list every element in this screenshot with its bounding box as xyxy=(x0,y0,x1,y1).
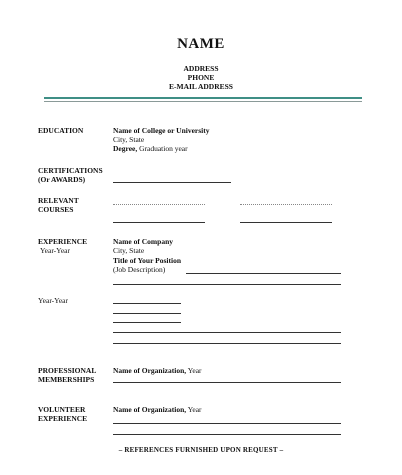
courses-heading: RELEVANT COURSES xyxy=(38,196,79,214)
volunteer-blank-1[interactable] xyxy=(113,423,341,424)
education-degree-line xyxy=(113,144,188,153)
memberships-heading: PROFESSIONAL MEMBERSHIPS xyxy=(38,366,97,384)
experience-blank-1[interactable] xyxy=(113,303,181,304)
experience-blank-2[interactable] xyxy=(113,313,181,314)
memberships-organization: Name of Organization, xyxy=(113,366,187,375)
description-blank-2[interactable] xyxy=(113,284,341,285)
experience-position: Title of Your Position xyxy=(113,256,181,265)
certifications-heading: CERTIFICATIONS (Or AWARDS) xyxy=(38,166,103,184)
course-blank-4[interactable] xyxy=(240,222,332,223)
volunteer-blank-2[interactable] xyxy=(113,434,341,435)
references-footer: – REFERENCES FURNISHED UPON REQUEST – xyxy=(118,446,284,454)
memberships-year: Year xyxy=(187,366,202,375)
course-blank-2[interactable] xyxy=(240,204,332,205)
course-blank-3[interactable] xyxy=(113,222,205,223)
education-heading: EDUCATION xyxy=(38,126,84,135)
email-line: E-MAIL ADDRESS xyxy=(169,82,233,91)
education-location: City, State xyxy=(113,135,145,144)
phone-line: PHONE xyxy=(187,73,215,82)
experience-company: Name of Company xyxy=(113,237,173,246)
volunteer-entry xyxy=(113,405,202,414)
memberships-entry xyxy=(113,366,202,375)
experience-blank-5[interactable] xyxy=(113,343,341,344)
volunteer-heading: VOLUNTEER EXPERIENCE xyxy=(38,405,88,423)
course-blank-1[interactable] xyxy=(113,204,205,205)
description-blank-1[interactable] xyxy=(186,273,341,274)
resume-name: NAME xyxy=(177,36,225,52)
education-graduation: Graduation year xyxy=(139,144,188,153)
header-divider-thin xyxy=(44,101,362,102)
experience-blank-3[interactable] xyxy=(113,322,181,323)
experience-period-2: Year-Year xyxy=(38,296,68,305)
volunteer-year: Year xyxy=(187,405,202,414)
education-degree: Degree, xyxy=(113,144,138,153)
volunteer-organization: Name of Organization, xyxy=(113,405,187,414)
experience-blank-4[interactable] xyxy=(113,332,341,333)
memberships-blank[interactable] xyxy=(113,382,341,383)
education-school: Name of College or University xyxy=(113,126,210,135)
certifications-blank[interactable] xyxy=(113,182,231,183)
experience-location: City, State xyxy=(113,246,145,255)
experience-period-1: Year-Year xyxy=(40,246,70,255)
experience-description: (Job Description) xyxy=(113,265,166,274)
address-line: ADDRESS xyxy=(183,64,219,73)
experience-heading: EXPERIENCE xyxy=(38,237,88,246)
header-divider xyxy=(44,97,362,99)
